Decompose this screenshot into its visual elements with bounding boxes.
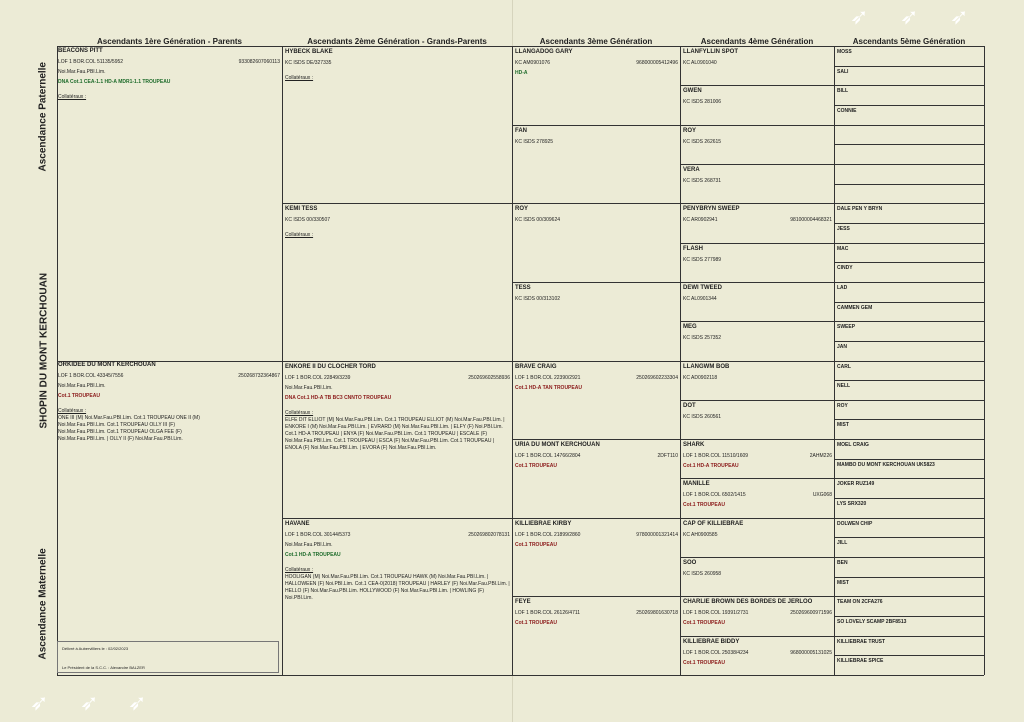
g5-cell — [836, 67, 982, 85]
g2-collat-label: Collatéraux : — [285, 75, 314, 81]
g3-reg: LOF 1 BOR.COL 21899/2860 — [515, 531, 581, 538]
g3-chip: 968000005412496 — [636, 60, 678, 66]
g5-cell — [836, 204, 982, 222]
g4-reg-row — [683, 178, 832, 185]
g4-reg-row — [683, 296, 832, 303]
g3-cell — [514, 126, 678, 203]
g4-reg: LOF 1 BOR.COL 11510/1609 — [683, 453, 749, 460]
g4-cell — [682, 86, 832, 123]
g5-cell — [836, 47, 982, 65]
g4-name: CHARLIE BROWN DES BORDES DE JERLOO — [683, 599, 813, 606]
g4-cell — [682, 519, 832, 556]
g5-cell — [836, 303, 982, 321]
g4-cell — [682, 204, 832, 241]
g5-name: CAMMEN GEM — [837, 304, 873, 311]
g3-reg-row — [515, 217, 678, 224]
g3-reg-row — [515, 375, 678, 382]
g3-reg-row — [515, 296, 678, 303]
g3-name: LLANGADOG GARY — [515, 49, 573, 55]
g4-name: VERA — [683, 166, 700, 173]
g3-reg-row — [515, 453, 678, 460]
g2-cell — [284, 362, 510, 517]
g4-reg: KC ISDS 262615 — [683, 138, 722, 145]
stamp-line2: Le Président de la S.C.C. : Alexandre BALZER — [62, 665, 145, 670]
g5-name: DALE PEN Y BRYN — [837, 206, 883, 213]
g3-reg-row — [515, 139, 678, 146]
g3-reg: KC ISDS 00/313102 — [515, 295, 561, 302]
g4-name: CAP OF KILLIEBRAE — [683, 520, 744, 527]
g5-name: JAN — [837, 343, 848, 350]
dam-name: ORKIDEE DU MONT KERCHOUAN — [58, 362, 156, 368]
g3-reg: KC ISDS 278925 — [515, 138, 554, 145]
g3-name: FEYE — [515, 599, 531, 606]
g5-cell — [836, 420, 982, 438]
g4-name: MANILLE — [683, 481, 710, 488]
g5-name: KILLIEBRAE TRUST — [837, 638, 886, 645]
g4-reg: KC ISDS 281006 — [683, 99, 722, 106]
g5-name: CINDY — [837, 265, 853, 272]
g2-collat-label: Collatéraux : — [285, 566, 314, 573]
g5-name: JOKER RUZ149 — [837, 481, 875, 488]
g4-reg-row — [683, 375, 832, 382]
g5-cell — [836, 519, 982, 537]
g3-cell — [514, 597, 678, 674]
g5-name: BEN — [837, 560, 848, 567]
g4-cell — [682, 244, 832, 281]
g2-collat: HOOLIGAN (M) Noi.Mar.Fau.PBI.Lim. Cot.1 TROUPEAU HAWK (M) Noi.Mar.Fau.PBI.Lim. | HALLOWEEN (F) Noi.PBI.Lim. Cot.1 CEA-0(2018) TROUPEAU | HARLEY (F) Noi.Mar.Fau.PBI.Lim. | HELLO (F) Noi.Mar.Fau.PBI.Lim. HOLLYWOOD (F) Noi.Mar.Fau.PBI.Lim. | HOWLING (F) Noi.PBI.Lim. — [285, 573, 510, 601]
g3-cell — [514, 204, 678, 281]
bird-logo-icon: ➶ — [900, 4, 919, 29]
g3-chip: 978000001321414 — [636, 531, 678, 538]
g5-name: MOEL CRAIG — [837, 442, 869, 449]
g5-name: MAC — [837, 245, 849, 252]
g4-reg: KC AR0902941 — [683, 217, 718, 224]
g4-name: SHARK — [683, 442, 705, 449]
g5-name: MIST — [837, 579, 849, 586]
g4-name: DEWI TWEED — [683, 284, 722, 291]
g3-reg: KC ISDS 00/309624 — [515, 217, 561, 224]
g4-dna: Cot.1 HD-A TROUPEAU — [683, 463, 739, 470]
g4-reg-row — [683, 610, 832, 617]
g5-cell — [836, 185, 982, 203]
g5-name: CARL — [837, 363, 851, 370]
g5-name: ROY — [837, 402, 848, 409]
g4-cell — [682, 47, 832, 84]
sire-reg: LOF 1 BOR.COL 51135/5952 — [58, 59, 124, 65]
sire-cell — [57, 46, 280, 356]
g2-dna: DNA Cot.1 HD-A TB BC3 CNNTO TROUPEAU — [285, 394, 392, 401]
grid-line-bottom — [57, 675, 984, 676]
g5-name: MOSS — [837, 49, 852, 55]
dam-cell — [57, 360, 280, 640]
g3-chip: 250269801630718 — [636, 610, 678, 617]
g2-collat-label: Collatéraux : — [285, 409, 314, 416]
g5-cell — [836, 499, 982, 517]
g3-reg: LOF 1 BOR.COL 22390/2921 — [515, 374, 581, 381]
g2-chip: 250269802078131 — [468, 531, 510, 538]
g5-cell — [836, 637, 982, 655]
g2-reg: LOF 1 BOR.COL 22849/3239 — [285, 374, 351, 381]
g4-cell — [682, 165, 832, 202]
g3-dna: Cot.1 TROUPEAU — [515, 620, 557, 627]
g5-cell — [836, 578, 982, 596]
g4-cell — [682, 558, 832, 595]
side-label-paternal: Ascendance Paternelle — [37, 62, 49, 172]
g4-name: GWEN — [683, 88, 702, 95]
g4-reg: LOF 1 BOR.COL 25038/4234 — [683, 649, 749, 656]
g2-reg: KC ISDS DE/327335 — [285, 60, 332, 66]
g5-name: MAMBO DU MONT KERCHOUAN UK5823 — [837, 461, 935, 468]
g2-cell — [284, 47, 510, 202]
g2-titles: Noi.Mar.Fau.PBI.Lim. — [285, 384, 333, 391]
grid-line-vertical — [984, 46, 985, 675]
g5-cell — [836, 126, 982, 144]
g2-reg-row — [285, 532, 510, 539]
g4-reg-row — [683, 571, 832, 578]
g5-cell — [836, 381, 982, 399]
g2-name: ENKORE II DU CLOCHER TORD — [285, 363, 376, 370]
g5-cell — [836, 558, 982, 576]
g4-reg-row — [683, 60, 832, 67]
g2-name: KEMI TESS — [285, 206, 318, 213]
bird-logo-icon: ➶ — [128, 690, 147, 715]
g4-cell — [682, 401, 832, 438]
g5-name: JILL — [837, 540, 848, 547]
stamp-line1: Délivré à Aubervilliers le : 02/02/2023 — [62, 646, 129, 651]
g5-name: CONNIE — [837, 107, 857, 114]
g4-dna: Cot.1 TROUPEAU — [683, 502, 725, 509]
g5-name: BILL — [837, 88, 849, 95]
g4-cell — [682, 362, 832, 399]
sire-titles: Noi.Mar.Fau.PBI.Lim. — [58, 69, 106, 75]
certification-stamp — [57, 641, 279, 673]
g4-chip: 981000004468321 — [790, 217, 832, 224]
g4-reg-row — [683, 335, 832, 342]
side-label-maternal: Ascendance Maternelle — [37, 548, 49, 660]
g4-reg-row — [683, 453, 832, 460]
g4-chip: UXG068 — [812, 492, 832, 499]
bird-logo-icon: ➶ — [850, 4, 869, 29]
g5-name: SALI — [837, 68, 849, 75]
g4-reg: LOF 1 BOR.COL 19391/2731 — [683, 610, 749, 617]
g4-reg: KC AH0900585 — [683, 531, 718, 538]
g4-reg-row — [683, 139, 832, 146]
g3-reg-row — [515, 610, 678, 617]
g4-reg: KC ISDS 257352 — [683, 335, 722, 342]
g5-name: DOLWEN CHIP — [837, 520, 873, 527]
g4-dna: Cot.1 TROUPEAU — [683, 620, 725, 627]
g4-cell — [682, 597, 832, 634]
g5-cell — [836, 597, 982, 615]
g4-name: ROY — [683, 127, 697, 134]
g2-cell — [284, 204, 510, 359]
g2-reg: KC ISDS 00/330507 — [285, 217, 331, 224]
g4-name: PENYBRYN SWEEP — [683, 206, 740, 213]
g5-cell — [836, 401, 982, 419]
g3-cell — [514, 283, 678, 360]
g5-cell — [836, 106, 982, 124]
g3-chip: 2DFT110 — [657, 453, 678, 460]
g3-dna: Cot.1 TROUPEAU — [515, 541, 557, 548]
bird-logo-icon: ➶ — [80, 690, 99, 715]
g4-name: FLASH — [683, 245, 703, 252]
g4-reg: KC ISDS 268731 — [683, 177, 722, 184]
g2-cell — [284, 519, 510, 674]
g3-reg: KC AM0901076 — [515, 60, 551, 66]
g4-name: MEG — [683, 324, 697, 331]
g4-reg-row — [683, 217, 832, 224]
g2-dna: Cot.1 HD-A TROUPEAU — [285, 551, 341, 558]
g4-chip: 2AHM226 — [809, 453, 832, 460]
g5-cell — [836, 362, 982, 380]
sire-dna: DNA Cot.1 CEA-1.1 HD-A MDR1-1.1 TROUPEAU — [58, 79, 171, 85]
g5-cell — [836, 460, 982, 478]
g3-dna: Cot.1 TROUPEAU — [515, 463, 557, 470]
g4-reg: KC ISDS 260958 — [683, 571, 722, 578]
header-gen5: Ascendants 5ème Génération — [852, 37, 966, 46]
g3-name: TESS — [515, 284, 531, 291]
g2-collat-label: Collatéraux : — [285, 232, 314, 239]
g4-reg-row — [683, 414, 832, 421]
g3-reg-row — [515, 532, 678, 539]
dam-dna: Cot.1 TROUPEAU — [58, 393, 100, 399]
g5-cell — [836, 656, 982, 674]
g5-cell — [836, 538, 982, 556]
g4-name: LLANFYLLIN SPOT — [683, 49, 738, 55]
g5-cell — [836, 244, 982, 262]
g3-name: BRAVE CRAIG — [515, 363, 557, 370]
g2-name: HYBECK BLAKE — [285, 49, 333, 55]
dam-titles: Noi.Mar.Fau.PBI.Lim. — [58, 383, 106, 389]
g4-reg: KC ISDS 277989 — [683, 256, 722, 263]
g5-name: JESS — [837, 225, 850, 232]
g3-dna: HD-A — [515, 70, 528, 76]
g4-cell — [682, 440, 832, 477]
g4-chip: 250269600971596 — [790, 610, 832, 617]
g5-name: MIST — [837, 422, 849, 429]
g4-name: SOO — [683, 560, 697, 567]
g5-name: TEAM ON 2CFA276 — [837, 599, 883, 606]
g3-reg: LOF 1 BOR.COL 26126/4711 — [515, 610, 581, 617]
g3-reg-row — [515, 60, 678, 67]
g3-name: FAN — [515, 127, 527, 134]
g4-cell — [682, 637, 832, 674]
g4-reg: KC ISDS 260561 — [683, 413, 722, 420]
sire-name: BEACONS PITT — [58, 48, 103, 54]
g3-name: KILLIEBRAE KIRBY — [515, 520, 572, 527]
dam-collat-label: Collatéraux : — [58, 408, 87, 414]
side-label-dog-name: SHOPIN DU MONT KERCHOUAN — [38, 272, 50, 429]
g4-reg-row — [683, 650, 832, 657]
g4-cell — [682, 479, 832, 516]
header-gen3: Ascendants 3ème Génération — [539, 37, 653, 46]
g4-dna: Cot.1 TROUPEAU — [683, 659, 725, 666]
g3-cell — [514, 440, 678, 517]
g3-dna: Cot.1 HD-A TAN TROUPEAU — [515, 384, 582, 391]
g5-cell — [836, 165, 982, 183]
g5-cell — [836, 283, 982, 301]
g4-reg: KC AL0901040 — [683, 60, 717, 66]
dam-chip: 250268732364867 — [238, 373, 280, 379]
g3-name: URIA DU MONT KERCHOUAN — [515, 442, 600, 449]
g2-titles: Noi.Mar.Fau.PBI.Lim. — [285, 541, 333, 548]
g5-cell — [836, 145, 982, 163]
sire-chip: 933082607060113 — [238, 59, 280, 65]
bird-logo-icon: ➶ — [950, 4, 969, 29]
g2-reg-row — [285, 217, 510, 224]
bird-logo-icon: ➶ — [30, 690, 49, 715]
g5-cell — [836, 342, 982, 360]
g4-cell — [682, 283, 832, 320]
g4-name: KILLIEBRAE BIDDY — [683, 638, 740, 645]
dam-collat: ONE III (M) Noi.Mar.Fau.PBI.Lim. Cot.1 TROUPEAU ONE II (M) Noi.Mar.Fau.PBI.Lim. Cot.1 TROUPEAU OLLY III (F) Noi.Mar.Fau.PBI.Lim. Cot.1 TROUPEAU OLGA FEE (F) Noi.Mar.Fau.PBI.Lim. | OLLY II (F) Noi.Mar.Fau.PBI.Lim. — [58, 415, 200, 442]
header-gen4: Ascendants 4ème Génération — [700, 37, 814, 46]
g5-name: LAD — [837, 284, 848, 291]
g4-cell — [682, 126, 832, 163]
g5-name: SO LOVELY SCAMP 2BF8513 — [837, 619, 907, 626]
g5-name: NELL — [837, 383, 851, 390]
g3-cell — [514, 362, 678, 439]
g5-cell — [836, 440, 982, 458]
g4-reg: LOF 1 BOR.COL 6502/1415 — [683, 492, 746, 499]
g2-reg: LOF 1 BOR.COL 30144/5373 — [285, 531, 351, 538]
g5-cell — [836, 86, 982, 104]
g4-reg-row — [683, 257, 832, 264]
g4-reg: KC AD0902118 — [683, 374, 718, 381]
dam-reg: LOF 1 BOR.COL 43345/7556 — [58, 373, 124, 379]
header-gen2: Ascendants 2ème Génération - Grands-Parents — [307, 37, 487, 46]
g2-reg-row — [285, 375, 510, 382]
g4-reg-row — [683, 99, 832, 106]
g4-chip: 968000005131025 — [790, 649, 832, 656]
g3-chip: 250269602233304 — [636, 374, 678, 381]
g3-name: ROY — [515, 206, 529, 213]
g4-reg: KC AL0901344 — [683, 295, 717, 302]
g5-cell — [836, 617, 982, 635]
g5-name: KILLIEBRAE SPICE — [837, 658, 884, 665]
g3-cell — [514, 47, 678, 124]
g5-cell — [836, 479, 982, 497]
g3-reg: LOF 1 BOR.COL 14766/2804 — [515, 453, 581, 460]
g5-cell — [836, 322, 982, 340]
g5-name: LYS SRX320 — [837, 501, 867, 508]
g4-name: LLANGWM BOB — [683, 363, 730, 370]
g3-cell — [514, 519, 678, 596]
g4-cell — [682, 322, 832, 359]
g5-cell — [836, 224, 982, 242]
g4-reg-row — [683, 492, 832, 499]
g5-name: SWEEP — [837, 324, 856, 331]
g2-reg-row — [285, 60, 510, 67]
g2-collat: ELFE DIT ELLIOT (M) Noi.Mar.Fau.PBI.Lim. Cot.1 TROUPEAU ELLIOT (M) Noi.Mar.Fau.PBI.Lim. | ENKORE I (M) Noi.Mar.Fau.PBI.Lim. | EVRARD (M) Noi.Mar.Fau.PBI.Lim. | ELFY (F) Noi.PBI.Lim. Cot.1 HD-A TROUPEAU | ENYA (F) Noi.Mar.Fau.PBI.Lim. Cot.1 TROUPEAU | ESCALE (F) Noi.Mar.Fau.PBI.Lim. Cot.1 TROUPEAU | ESCA (F) Noi.Mar.Fau.PBI.Lim. Cot.1 TROUPEAU | ENOLA (F) Noi.Mar.Fau.PBI.Lim. | EVORA (F) Noi.Mar.Fau.PBI.Lim. — [285, 416, 505, 451]
g2-name: HAVANE — [285, 520, 310, 527]
g5-cell — [836, 263, 982, 281]
header-gen1: Ascendants 1ère Génération - Parents — [97, 37, 242, 46]
sire-collat-label: Collatéraux : — [58, 94, 87, 100]
g4-name: DOT — [683, 402, 696, 409]
g4-reg-row — [683, 532, 832, 539]
g2-chip: 250269602558936 — [468, 374, 510, 381]
